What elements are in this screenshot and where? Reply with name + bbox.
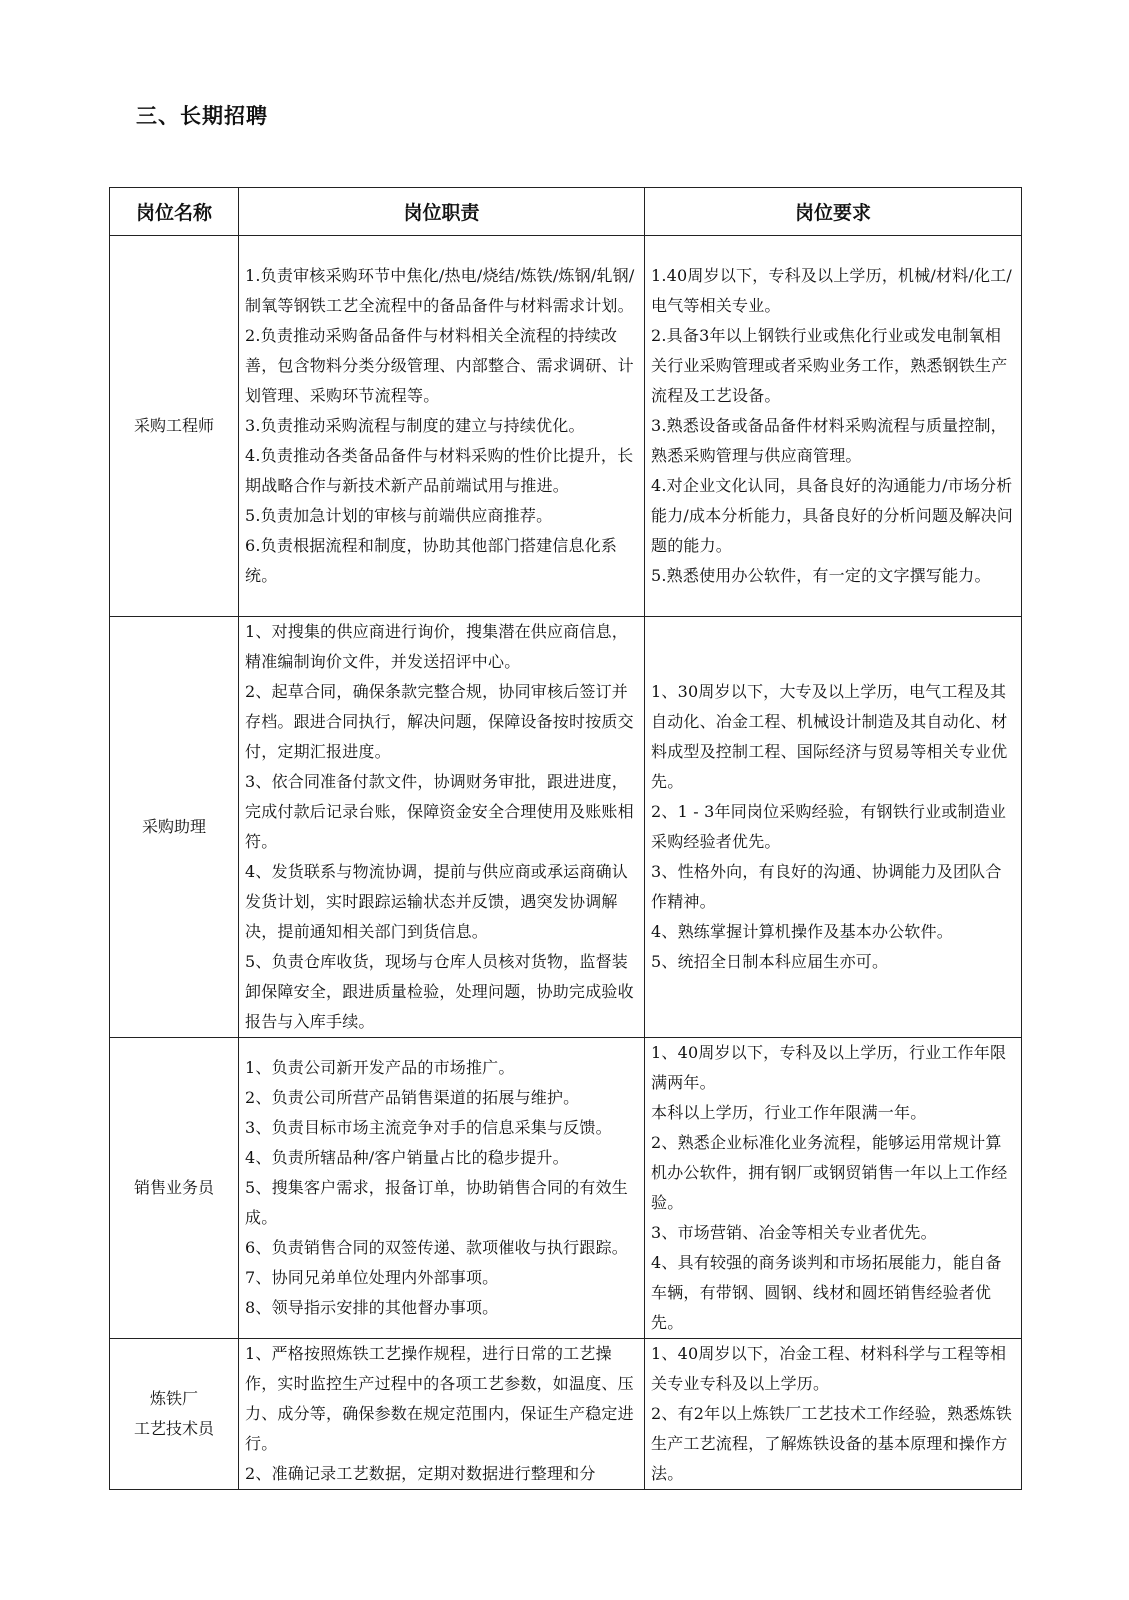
duties-cell: [239, 236, 645, 617]
requirement-item: 3、性格外向，有良好的沟通、协调能力及团队合作精神。: [651, 862, 1002, 911]
requirement-item: 1、30周岁以下，大专及以上学历，电气工程及其自动化、冶金工程、机械设计制造及其自动化、材料成型及控制工程、国际经济与贸易等相关专业优先。: [651, 682, 1008, 791]
duties-cell: [239, 1038, 645, 1339]
duty-item: 5.负责加急计划的审核与前端供应商推荐。: [245, 506, 553, 525]
requirements-cell: [645, 1339, 1022, 1490]
duty-item: 3、负责目标市场主流竞争对手的信息采集与反馈。: [245, 1118, 612, 1137]
table-header-row: [110, 188, 1022, 236]
header-requirements: 岗位要求: [645, 188, 1022, 236]
requirement-item: 2、1 - 3年同岗位采购经验，有钢铁行业或制造业采购经验者优先。: [651, 802, 1007, 851]
requirement-item: 2.具备3年以上钢铁行业或焦化行业或发电制氧相关行业采购管理或者采购业务工作，熟悉钢铁生产流程及工艺设备。: [651, 326, 1008, 405]
duty-item: 8、领导指示安排的其他督办事项。: [245, 1298, 499, 1317]
requirement-item: 5.熟悉使用办公软件，有一定的文字撰写能力。: [651, 566, 991, 585]
duty-item: 1、负责公司新开发产品的市场推广。: [245, 1058, 515, 1077]
requirements-cell: [645, 617, 1022, 1038]
requirements-cell: [645, 1038, 1022, 1339]
table-row: [110, 617, 1022, 1038]
duty-item: 2、准确记录工艺数据，定期对数据进行整理和分: [245, 1464, 596, 1483]
duty-item: 4.负责推动各类备品备件与材料采购的性价比提升，长期战略合作与新技术新产品前端试用与推进。: [245, 446, 634, 495]
requirement-item: 4.对企业文化认同，具备良好的沟通能力/市场分析能力/成本分析能力，具备良好的分析问题及解决问题的能力。: [651, 476, 1013, 555]
position-name: [110, 236, 239, 617]
duty-item: 2.负责推动采购备品备件与材料相关全流程的持续改善，包含物料分类分级管理、内部整合、需求调研、计划管理、采购环节流程等。: [245, 326, 634, 405]
position-name-text: 销售业务员: [133, 1178, 214, 1197]
header-position-name: 岗位名称: [110, 188, 239, 236]
duty-item: 2、负责公司所营产品销售渠道的拓展与维护。: [245, 1088, 580, 1107]
position-name: [110, 1339, 239, 1490]
duty-item: 5、搜集客户需求，报备订单，协助销售合同的有效生成。: [245, 1178, 628, 1227]
duty-item: 6.负责根据流程和制度，协助其他部门搭建信息化系统。: [245, 536, 618, 585]
position-name-text: 采购工程师: [133, 416, 214, 435]
requirement-item: 3、市场营销、冶金等相关专业者优先。: [651, 1223, 937, 1242]
position-name-text: 炼铁厂 工艺技术员: [133, 1389, 214, 1438]
duty-item: 5、负责仓库收货，现场与仓库人员核对货物，监督装卸保障安全，跟进质量检验，处理问题，协助完成验收报告与入库手续。: [245, 952, 634, 1031]
duty-item: 1、严格按照炼铁工艺操作规程，进行日常的工艺操作，实时监控生产过程中的各项工艺参数，如温度、压力、成分等，确保参数在规定范围内，保证生产稳定进行。: [245, 1344, 634, 1453]
requirement-item: 5、统招全日制本科应届生亦可。: [651, 952, 889, 971]
requirement-item: 本科以上学历，行业工作年限满一年。: [651, 1103, 927, 1122]
requirement-item: 1、40周岁以下，专科及以上学历，行业工作年限满两年。: [651, 1043, 1007, 1092]
header-duties: 岗位职责: [239, 188, 645, 236]
duty-item: 6、负责销售合同的双签传递、款项催收与执行跟踪。: [245, 1238, 628, 1257]
table-row: [110, 1038, 1022, 1339]
duty-item: 1、对搜集的供应商进行询价，搜集潜在供应商信息，精准编制询价文件，并发送招评中心。: [245, 622, 628, 671]
requirement-item: 4、熟练掌握计算机操作及基本办公软件。: [651, 922, 953, 941]
requirement-item: 4、具有较强的商务谈判和市场拓展能力，能自备车辆，有带钢、圆钢、线材和圆坯销售经验者优先。: [651, 1253, 1002, 1332]
duty-item: 7、协同兄弟单位处理内外部事项。: [245, 1268, 499, 1287]
duties-cell: [239, 617, 645, 1038]
requirements-cell: [645, 236, 1022, 617]
duty-item: 3、依合同准备付款文件，协调财务审批，跟进进度，完成付款后记录台账，保障资金安全合理使用及账账相符。: [245, 772, 634, 851]
position-name: [110, 617, 239, 1038]
position-name-text: 采购助理: [141, 817, 206, 836]
table-row: [110, 1339, 1022, 1490]
requirement-item: 2、熟悉企业标准化业务流程，能够运用常规计算机办公软件，拥有钢厂或钢贸销售一年以上工作经验。: [651, 1133, 1008, 1212]
requirement-item: 2、有2年以上炼铁厂工艺技术工作经验，熟悉炼铁生产工艺流程，了解炼铁设备的基本原理和操作方法。: [651, 1404, 1012, 1483]
position-name: [110, 1038, 239, 1339]
duty-item: 2、起草合同，确保条款完整合规，协同审核后签订并存档。跟进合同执行，解决问题，保障设备按时按质交付，定期汇报进度。: [245, 682, 634, 761]
requirement-item: 3.熟悉设备或备品备件材料采购流程与质量控制，熟悉采购管理与供应商管理。: [651, 416, 1007, 465]
duty-item: 3.负责推动采购流程与制度的建立与持续优化。: [245, 416, 585, 435]
table-row: [110, 236, 1022, 617]
requirement-item: 1.40周岁以下，专科及以上学历，机械/材料/化工/电气等相关专业。: [651, 266, 1012, 315]
section-heading: 三、长期招聘: [136, 104, 268, 128]
duty-item: 4、发货联系与物流协调，提前与供应商或承运商确认发货计划，实时跟踪运输状态并反馈，遇突发协调解决，提前通知相关部门到货信息。: [245, 862, 628, 941]
recruitment-table: [109, 187, 1022, 1490]
duties-cell: [239, 1339, 645, 1490]
duty-item: 4、负责所辖品种/客户销量占比的稳步提升。: [245, 1148, 569, 1167]
duty-item: 1.负责审核采购环节中焦化/热电/烧结/炼铁/炼钢/轧钢/制氧等钢铁工艺全流程中的备品备件与材料需求计划。: [245, 266, 635, 315]
requirement-item: 1、40周岁以下，冶金工程、材料科学与工程等相关专业专科及以上学历。: [651, 1344, 1007, 1393]
